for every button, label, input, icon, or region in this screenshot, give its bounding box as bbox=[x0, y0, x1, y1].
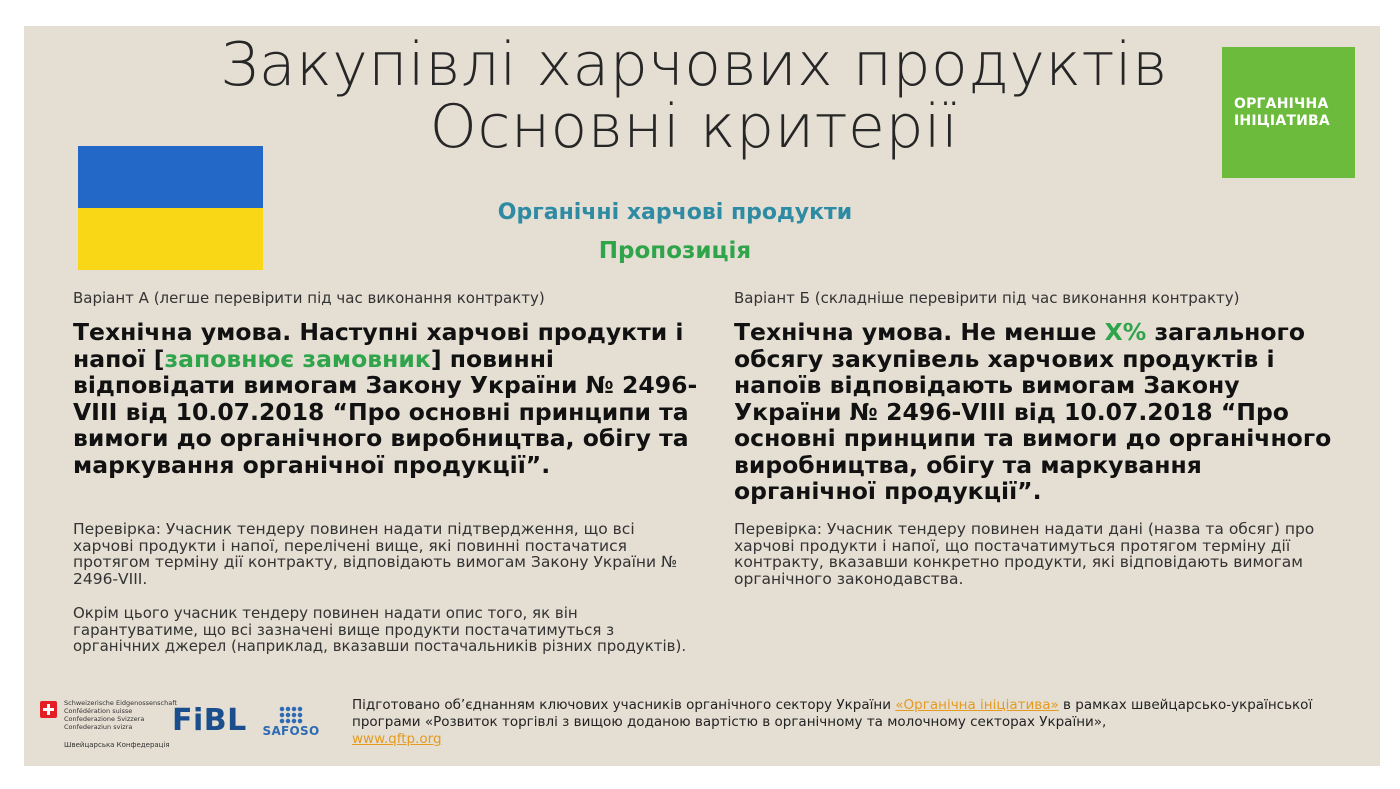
variant-b-condition-text-2: загального обсягу закупівель харчових продуктів і напоїв відповідають вимогам Закону України № 2496-VIII від 10.07.2018 “Про основні принципи та вимоги до органічного виробництва, обігу та маркування органічної продукції”. bbox=[734, 318, 1332, 505]
variant-a-condition-text-2: ] повинні відповідати вимогам Закону України № 2496-VIII від 10.07.2018 “Про основні принципи та вимоги до органічного виробництва, обігу та маркування органічної продукції”. bbox=[73, 344, 698, 479]
title-line-1: Закупівлі харчових продуктів bbox=[220, 30, 1168, 100]
variant-b-verification: Перевірка: Учасник тендеру повинен надати дані (назва та обсяг) про харчові продукти і напої, що постачатимуться протягом терміну дії контракту, вказавши конкретно продукти, які відповідають вимогам органічного законодавства. bbox=[734, 520, 1315, 588]
variant-a-condition-text-1: Технічна умова. Наступні харчові продукти і напої [ bbox=[73, 318, 684, 373]
organic-initiative-logo bbox=[1222, 47, 1355, 178]
flag-blue-stripe bbox=[78, 146, 263, 208]
swiss-name-line: Confédération suisse bbox=[64, 707, 133, 715]
fibl-logo: FiBL bbox=[172, 703, 247, 738]
footer-text-2: в рамках швейцарсько-української програми «Розвиток торгівлі з вищою доданою вартістю в органічному та молочному секторах України», bbox=[352, 697, 1313, 730]
variant-b-condition-text-1: Технічна умова. Не менше bbox=[734, 318, 1105, 346]
swiss-name-line: Schweizerische Eidgenossenschaft bbox=[64, 699, 177, 707]
subtitle-organic-food: Органічні харчові продукти bbox=[497, 200, 853, 225]
variant-a-additional-note: Окрім цього учасник тендеру повинен надати опис того, як він гарантуватиме, що всі зазначені вище продукти постачатимуться з органічних джерел (наприклад, вказавши постачальників різних продуктів). bbox=[73, 604, 687, 655]
page-title bbox=[24, 30, 1364, 162]
organic-initiative-link[interactable]: «Органічна ініціатива» bbox=[895, 697, 1059, 713]
swiss-name-line: Confederaziun svizra bbox=[64, 723, 133, 731]
swiss-confederation-ua: Швейцарська Конфедерація bbox=[64, 741, 170, 749]
title-line-2: Основні критерії bbox=[429, 92, 959, 162]
variant-b-heading: Варіант Б (складніше перевірити під час виконання контракту) bbox=[734, 289, 1240, 307]
variant-a-verification: Перевірка: Учасник тендеру повинен надати підтвердження, що всі харчові продукти і напої, перелічені вище, які повинні постачатися протягом терміну дії контракту, відповідають вимогам Закону України № 2496-VIII. bbox=[73, 520, 678, 588]
footer-credits bbox=[352, 697, 1372, 748]
safoso-name: SAFOSO bbox=[262, 724, 320, 738]
variant-a-condition bbox=[73, 319, 698, 478]
subtitle-proposal: Пропозиція bbox=[598, 238, 752, 264]
qftp-website-link[interactable]: www.qftp.org bbox=[352, 731, 442, 747]
safoso-dots-icon bbox=[279, 706, 303, 724]
safoso-logo bbox=[258, 706, 324, 738]
footer-text-1: Підготовано об’єднанням ключових учасників органічного сектору України bbox=[352, 697, 896, 713]
logo-line-1: ОРГАНІЧНА bbox=[1234, 95, 1329, 112]
logo-line-2: ІНІЦІАТИВА bbox=[1234, 112, 1330, 129]
swiss-cross-icon bbox=[40, 701, 57, 718]
variant-a-condition-highlight: заповнює замовник bbox=[164, 344, 431, 373]
variant-b-condition bbox=[734, 319, 1334, 505]
swiss-confederation-names bbox=[64, 699, 177, 731]
variant-a-heading: Варіант А (легше перевірити під час виконання контракту) bbox=[73, 289, 545, 307]
variant-b-condition-highlight: Х% bbox=[1104, 318, 1147, 346]
swiss-name-line: Confederazione Svizzera bbox=[64, 715, 145, 723]
